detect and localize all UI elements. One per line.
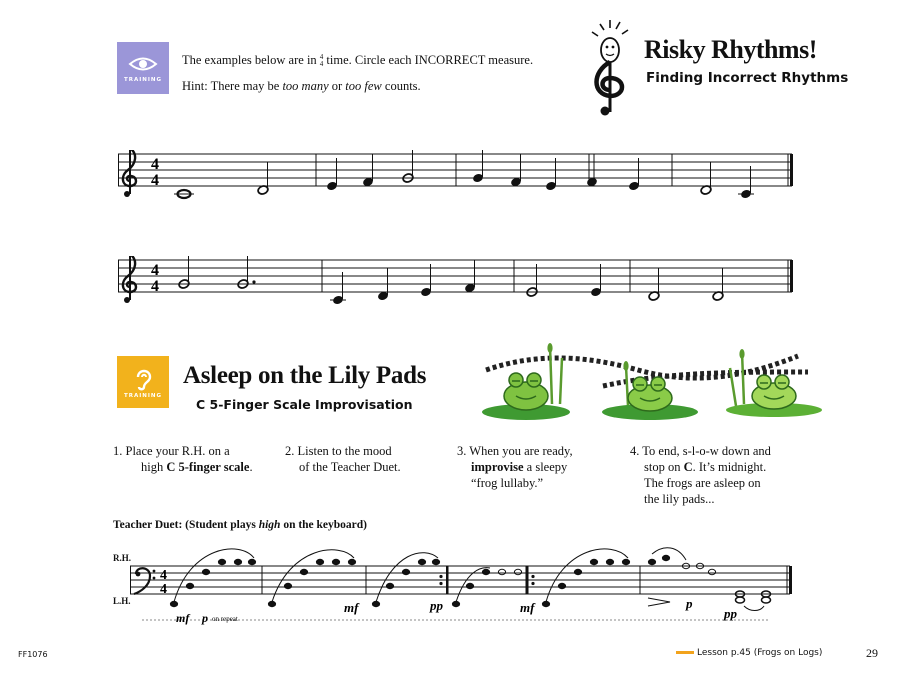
rhythm-title: Risky Rhythms! bbox=[644, 35, 817, 64]
rhythm-staff-1 bbox=[118, 150, 798, 210]
rhythm-subtitle: Finding Incorrect Rhythms bbox=[646, 70, 849, 86]
duet-label: Teacher Duet: (Student plays high on the keyboard) bbox=[113, 519, 368, 531]
time-sig-bottom: 4 bbox=[151, 172, 159, 189]
frog-icon bbox=[504, 373, 548, 410]
page-number: 29 bbox=[866, 646, 878, 660]
dynamic-pp-2: pp bbox=[724, 606, 737, 621]
time-sig-top: 4 bbox=[151, 262, 159, 279]
badge-caption: TRAINING bbox=[123, 77, 163, 83]
dynamic-pp-1: pp bbox=[430, 598, 443, 613]
time-sig-bottom: 4 bbox=[160, 582, 167, 597]
eye-icon bbox=[128, 53, 158, 75]
orange-bar-icon bbox=[676, 651, 694, 654]
step-2: 2. Listen to the mood of the Teacher Duet. bbox=[285, 444, 401, 474]
dynamic-mf-3: mf bbox=[520, 600, 535, 615]
training-badge-eye bbox=[117, 42, 169, 94]
rhythm-hint: Hint: There may be too many or too few counts. bbox=[182, 79, 421, 93]
rhythm-instruction: The examples below are in 4 4 time. Circle each INCORRECT measure. bbox=[182, 53, 534, 69]
time-sig-top: 4 bbox=[160, 568, 167, 583]
step-4: 4. To end, s-l-o-w down and stop on C. It’s midnight. The frogs are asleep on the lily pads... bbox=[630, 444, 771, 506]
frogs-illustration bbox=[478, 342, 828, 422]
dynamic-mf-2: mf bbox=[344, 600, 359, 615]
lh-label: L.H. bbox=[113, 596, 131, 606]
dynamic-p-1: p bbox=[202, 611, 208, 625]
rhythm-staff-2 bbox=[118, 256, 798, 316]
teacher-duet-staff bbox=[130, 536, 798, 636]
dynamic-on-repeat: on repeat bbox=[212, 615, 238, 623]
frog-icon bbox=[628, 377, 672, 411]
footer-code: FF1076 bbox=[18, 650, 48, 659]
step-1: 1. Place your R.H. on a high C 5-finger scale. bbox=[113, 444, 253, 474]
treble-clef-mascot-icon bbox=[580, 16, 642, 116]
footer-lesson-ref: Lesson p.45 (Frogs on Logs) bbox=[676, 648, 822, 658]
bass-clef-icon bbox=[134, 568, 155, 594]
dynamic-mf-1: mf bbox=[176, 611, 190, 625]
treble-clef-icon bbox=[123, 150, 136, 197]
badge-caption: TRAINING bbox=[123, 393, 163, 399]
lily-subtitle: C 5-Finger Scale Improvisation bbox=[196, 397, 413, 412]
ear-icon bbox=[130, 365, 156, 391]
rh-label: R.H. bbox=[113, 553, 131, 563]
time-sig-bottom: 4 bbox=[151, 278, 159, 295]
step-3: 3. When you are ready, improvise a sleepy “frog lullaby.” bbox=[457, 444, 573, 490]
lily-title: Asleep on the Lily Pads bbox=[183, 362, 427, 389]
time-sig-top: 4 bbox=[151, 156, 159, 173]
training-badge-ear bbox=[117, 356, 169, 408]
dynamic-p-2: p bbox=[686, 596, 693, 611]
frog-icon bbox=[752, 375, 796, 409]
treble-clef-icon bbox=[123, 256, 136, 303]
